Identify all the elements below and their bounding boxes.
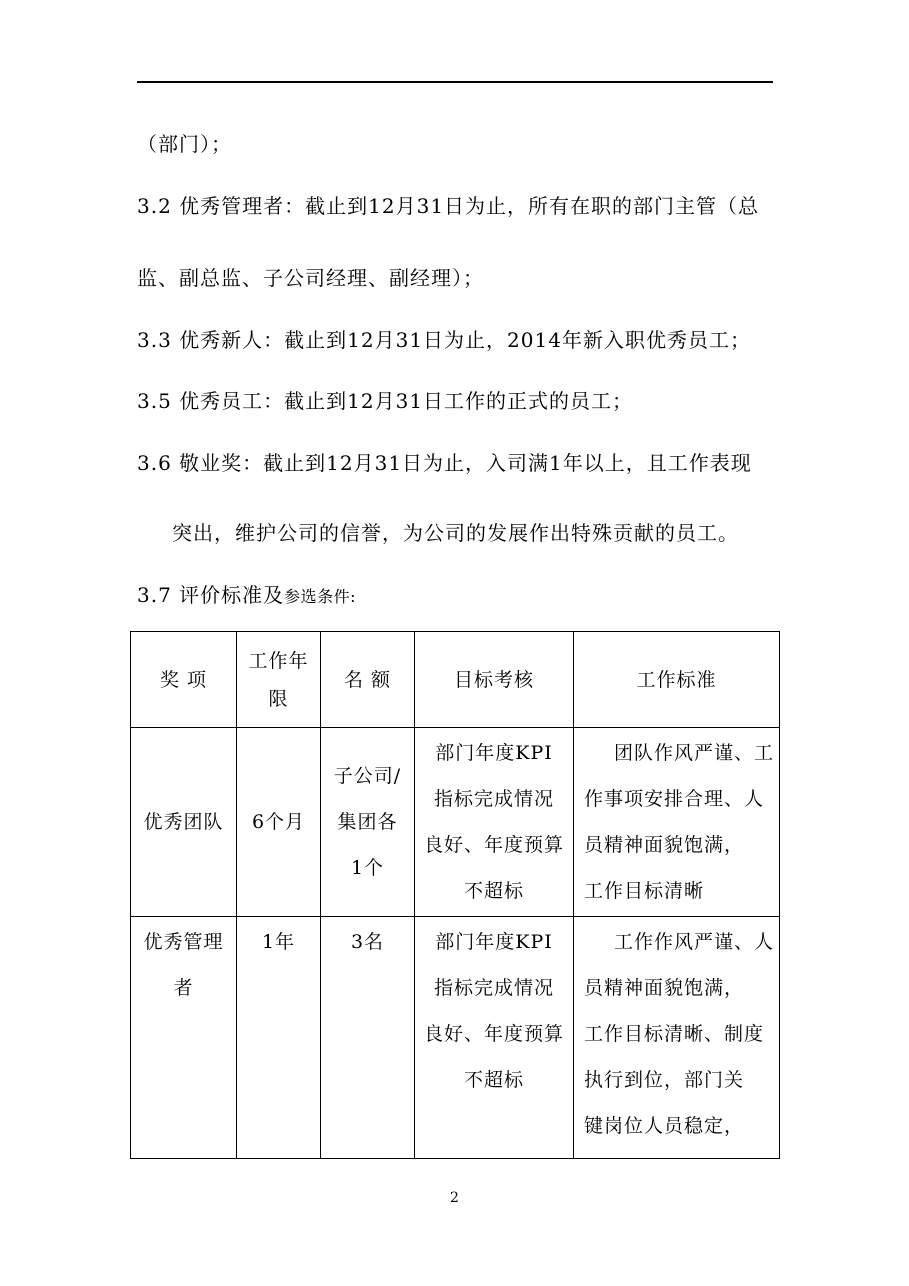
text-line-3-6-cont: 突出，维护公司的信誉，为公司的发展作出特殊贡献的员工。 xyxy=(172,521,739,545)
row2-award-line: 者 xyxy=(173,977,194,999)
text-line-3-6: 3.6 敬业奖：截止到12月31日为止，入司满1年以上，且工作表现 xyxy=(137,451,752,475)
header-target: 目标考核 xyxy=(415,632,574,728)
row2-years: 1年 xyxy=(237,917,321,1159)
header-standard: 工作标准 xyxy=(574,632,780,728)
row2-standard-line: 键岗位人员稳定， xyxy=(584,1115,745,1137)
row2-target-line: 良好、年度预算 xyxy=(423,1023,564,1045)
table-row xyxy=(131,728,780,917)
row2-target-line: 部门年度KPI xyxy=(435,931,553,953)
row1-standard-line: 作事项安排合理、人 xyxy=(584,788,765,810)
row2-target-line: 指标完成情况 xyxy=(433,977,554,999)
text-line-3-5: 3.5 优秀员工：截止到12月31日工作的正式的员工； xyxy=(137,389,634,413)
row1-award: 优秀团队 xyxy=(131,728,237,917)
table-row xyxy=(131,917,780,1159)
header-years-line2: 限 xyxy=(268,687,289,710)
row1-quota xyxy=(321,728,415,917)
section-3-7-label: 3.7 评价标准及 xyxy=(137,583,285,607)
row2-standard-line: 执行到位，部门关 xyxy=(584,1069,745,1091)
text-line-3-7 xyxy=(137,582,356,610)
row2-target xyxy=(415,917,574,1159)
table-header-row xyxy=(131,632,780,728)
page-number: 2 xyxy=(450,1190,459,1206)
header-quota: 名 额 xyxy=(321,632,415,728)
row1-target-line: 不超标 xyxy=(463,880,524,902)
row1-quota-line: 子公司/ xyxy=(333,765,402,787)
row1-standard-line: 团队作风严谨、工 xyxy=(614,742,775,764)
row1-quota-line: 集团各 xyxy=(337,811,398,833)
row1-standard xyxy=(574,728,780,917)
text-line-3-3: 3.3 优秀新人：截止到12月31日为止，2014年新入职优秀员工； xyxy=(137,328,751,352)
row1-standard-line: 工作目标清晰 xyxy=(584,880,705,902)
row1-target xyxy=(415,728,574,917)
row2-standard-line: 工作作风严谨、人 xyxy=(614,931,775,953)
row2-standard-line: 员精神面貌饱满， xyxy=(584,977,745,999)
section-3-7-suffix: 参选条件: xyxy=(284,587,357,606)
row1-years: 6个月 xyxy=(237,728,321,917)
row2-standard-line: 工作目标清晰、制度 xyxy=(584,1023,765,1045)
row1-target-line: 指标完成情况 xyxy=(433,788,554,810)
row1-standard-line: 员精神面貌饱满， xyxy=(584,834,745,856)
header-rule xyxy=(137,81,773,83)
header-award: 奖 项 xyxy=(131,632,237,728)
header-years-line1: 工作年 xyxy=(248,649,309,672)
text-line-3-2: 3.2 优秀管理者：截止到12月31日为止，所有在职的部门主管（总 xyxy=(137,194,760,218)
row2-target-line: 不超标 xyxy=(463,1069,524,1091)
row1-target-line: 部门年度KPI xyxy=(435,742,553,764)
row1-target-line: 良好、年度预算 xyxy=(423,834,564,856)
header-years xyxy=(237,632,321,728)
row2-award-line: 优秀管理 xyxy=(143,931,224,953)
row2-standard xyxy=(574,917,780,1159)
text-line-dept: （部门）； xyxy=(137,132,232,156)
row2-quota: 3名 xyxy=(321,917,415,1159)
row2-award xyxy=(131,917,237,1159)
row1-quota-line: 1个 xyxy=(350,857,385,879)
criteria-table xyxy=(130,631,780,1159)
text-line-3-2-cont: 监、副总监、子公司经理、副经理）； xyxy=(137,266,484,290)
